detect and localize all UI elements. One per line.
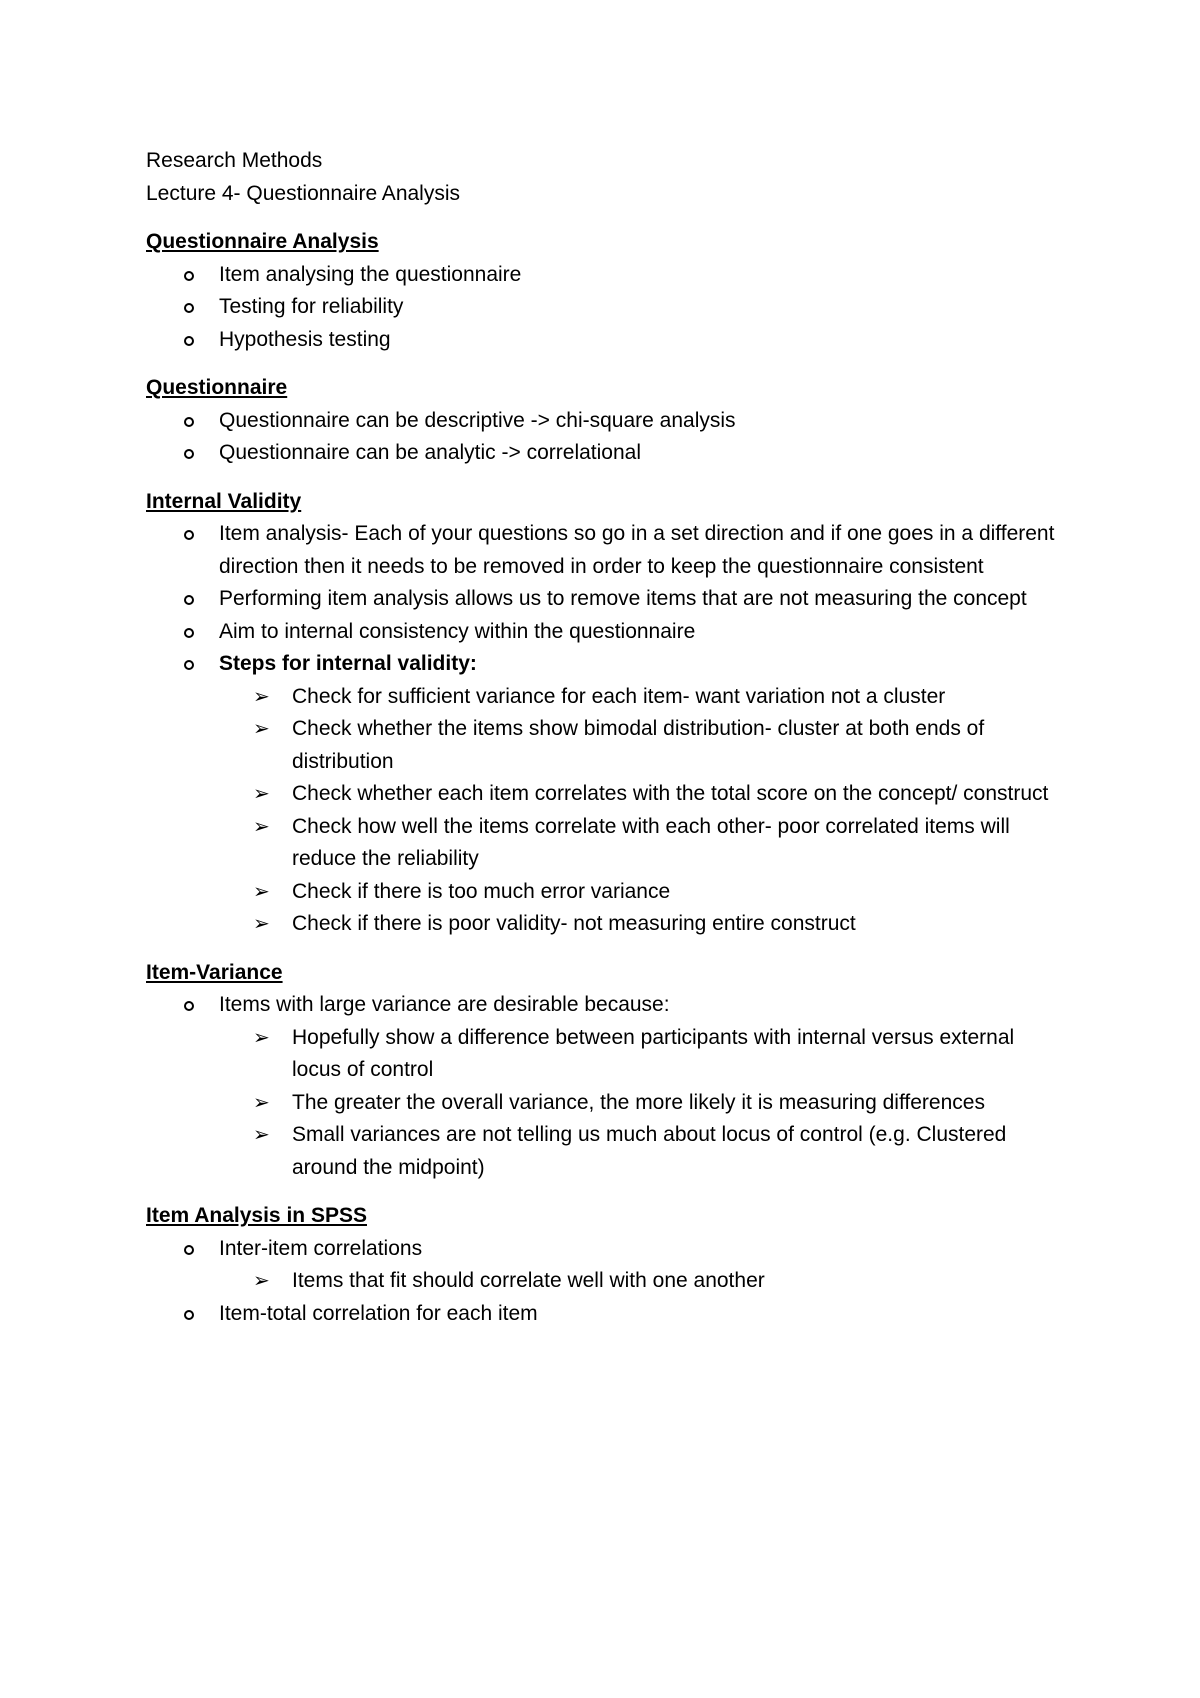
- list-steps: [219, 681, 1066, 941]
- list-item: Items with large variance are desirable because: ➢ Hopefully show a difference between participants with internal versus external locus of control ➢ The greater the overall variance, the more likely it is measuring differences ➢ Small variances are not telling us much about locus of control (e.g. Clustered around the midpoint): [146, 989, 1066, 1184]
- arrow-bullet-icon: ➢: [253, 1091, 270, 1114]
- circle-bullet-icon: [184, 271, 194, 281]
- list-item: Questionnaire can be descriptive -> chi-square analysis: [146, 405, 1066, 438]
- document-body: [146, 145, 1066, 1330]
- list-item: Inter-item correlations ➢ Items that fit should correlate well with one another: [146, 1233, 1066, 1298]
- list-item: ➢ Hopefully show a difference between participants with internal versus external locus of control: [219, 1022, 1066, 1087]
- document-title: Research Methods: [146, 149, 323, 172]
- list-item: ➢ The greater the overall variance, the more likely it is measuring differences: [219, 1087, 1066, 1120]
- list-item: ➢ Check whether the items show bimodal distribution- cluster at both ends of distribution: [219, 713, 1066, 778]
- list-item: Aim to internal consistency within the questionnaire: [146, 616, 1066, 649]
- list-item: Performing item analysis allows us to remove items that are not measuring the concept: [146, 583, 1066, 616]
- arrow-bullet-icon: ➢: [253, 880, 270, 903]
- circle-bullet-icon: [184, 1245, 194, 1255]
- list-questionnaire-analysis: [146, 259, 1066, 357]
- circle-bullet-icon: [184, 417, 194, 427]
- circle-bullet-icon: [184, 1001, 194, 1011]
- list-item: Testing for reliability: [146, 291, 1066, 324]
- list-item: Item-total correlation for each item: [146, 1298, 1066, 1331]
- circle-bullet-icon: [184, 660, 194, 670]
- list-item: ➢ Items that fit should correlate well with one another: [219, 1265, 1066, 1298]
- heading-item-variance: Item-Variance: [146, 960, 283, 984]
- list-item-analysis-spss: [146, 1233, 1066, 1331]
- list-item-variance: [146, 989, 1066, 1184]
- list-item: [146, 648, 1066, 941]
- heading-internal-validity: Internal Validity: [146, 489, 302, 513]
- arrow-bullet-icon: ➢: [253, 913, 270, 935]
- list-item: Hypothesis testing: [146, 324, 1066, 357]
- arrow-bullet-icon: ➢: [253, 685, 270, 708]
- heading-questionnaire: Questionnaire: [146, 376, 288, 399]
- list-item: ➢ Check if there is too much error variance: [219, 876, 1066, 909]
- list-item: Item analysing the questionnaire: [146, 259, 1066, 292]
- arrow-bullet-icon: ➢: [253, 815, 270, 838]
- circle-bullet-icon: [184, 1310, 194, 1320]
- circle-bullet-icon: [184, 303, 194, 313]
- list-questionnaire: [146, 405, 1066, 470]
- arrow-bullet-icon: ➢: [253, 718, 270, 740]
- circle-bullet-icon: [184, 595, 194, 605]
- document-subtitle: Lecture 4- Questionnaire Analysis: [146, 181, 461, 205]
- circle-bullet-icon: [184, 530, 194, 540]
- list-item: ➢ Check for sufficient variance for each item- want variation not a cluster: [219, 681, 1066, 714]
- circle-bullet-icon: [184, 628, 194, 638]
- steps-label: Steps for internal validity:: [219, 652, 477, 675]
- list-variance-reasons: [219, 1022, 1066, 1185]
- list-spss-sub: [219, 1265, 1066, 1298]
- arrow-bullet-icon: ➢: [253, 1026, 270, 1049]
- circle-bullet-icon: [184, 449, 194, 459]
- list-item: ➢ Check whether each item correlates with the total score on the concept/ construct: [219, 778, 1066, 811]
- heading-item-analysis-spss: Item Analysis in SPSS: [146, 1204, 367, 1227]
- arrow-bullet-icon: ➢: [253, 1270, 270, 1292]
- list-item: Item analysis- Each of your questions so go in a set direction and if one goes in a different direction then it needs to be removed in order to keep the questionnaire consistent: [146, 518, 1066, 583]
- arrow-bullet-icon: ➢: [253, 783, 270, 805]
- heading-questionnaire-analysis: Questionnaire Analysis: [146, 230, 379, 253]
- list-item: ➢ Check how well the items correlate with each other- poor correlated items will reduce the reliability: [219, 811, 1066, 876]
- list-item: ➢ Small variances are not telling us much about locus of control (e.g. Clustered around the midpoint): [219, 1119, 1066, 1184]
- circle-bullet-icon: [184, 336, 194, 346]
- list-internal-validity: [146, 518, 1066, 941]
- list-item: ➢ Check if there is poor validity- not measuring entire construct: [219, 908, 1066, 941]
- arrow-bullet-icon: ➢: [253, 1124, 270, 1146]
- list-item: Questionnaire can be analytic -> correlational: [146, 437, 1066, 470]
